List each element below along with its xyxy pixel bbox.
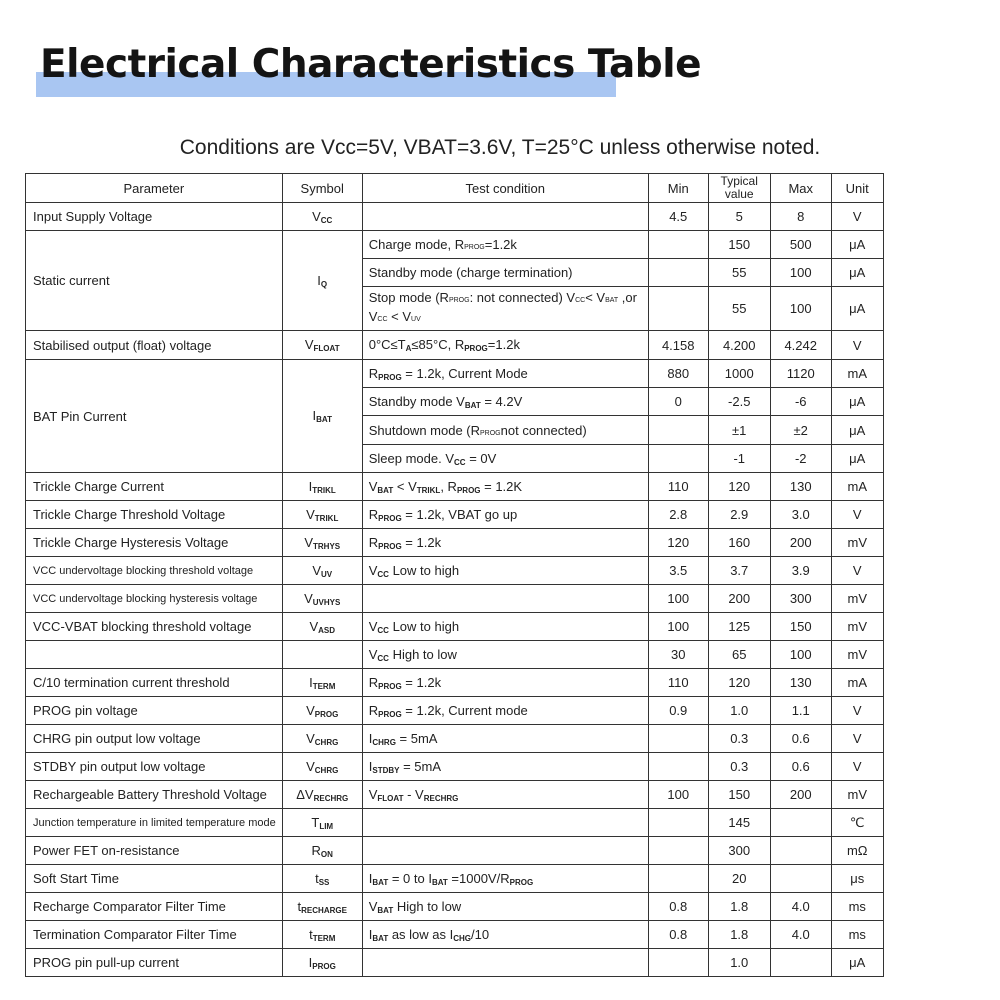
typ-cell: 1.0	[708, 949, 770, 977]
symbol-cell: $I_{TERM}$	[282, 669, 362, 697]
min-cell: 880	[648, 360, 708, 388]
unit-cell: μA	[831, 445, 883, 473]
unit-cell: mV	[831, 529, 883, 557]
table-row	[26, 529, 884, 557]
param-cell: Recharge Comparator Filter Time	[26, 893, 283, 921]
param-cell: Power FET on-resistance	[26, 837, 283, 865]
max-cell: 100	[770, 641, 831, 669]
unit-cell: ms	[831, 921, 883, 949]
min-cell: 0.8	[648, 921, 708, 949]
symbol-cell: $V_{ASD}$	[282, 613, 362, 641]
condition-cell: Charge mode, RPROG=1.2k	[362, 231, 648, 259]
condition-cell	[362, 837, 648, 865]
table-row	[26, 203, 884, 231]
min-cell	[648, 949, 708, 977]
electrical-characteristics-table	[25, 173, 884, 977]
unit-cell: mV	[831, 641, 883, 669]
table-row	[26, 893, 884, 921]
max-cell: -6	[770, 388, 831, 416]
min-cell	[648, 809, 708, 837]
param-cell: VCC-VBAT blocking threshold voltage	[26, 613, 283, 641]
min-cell: 2.8	[648, 501, 708, 529]
typ-cell: 1.8	[708, 893, 770, 921]
table-row	[26, 697, 884, 725]
min-cell: 0.8	[648, 893, 708, 921]
max-cell: ±2	[770, 416, 831, 445]
max-cell: 130	[770, 669, 831, 697]
unit-cell: mV	[831, 613, 883, 641]
table-row	[26, 641, 884, 669]
unit-cell: V	[831, 697, 883, 725]
param-cell: Trickle Charge Current	[26, 473, 283, 501]
max-cell	[770, 837, 831, 865]
param-cell: VCC undervoltage blocking hysteresis voltage	[26, 585, 283, 613]
typ-cell: 20	[708, 865, 770, 893]
header-symbol: Symbol	[282, 174, 362, 203]
typ-cell: 120	[708, 669, 770, 697]
max-cell	[770, 865, 831, 893]
max-cell: 1.1	[770, 697, 831, 725]
condition-cell	[362, 585, 648, 613]
table-row	[26, 501, 884, 529]
typ-cell: 1000	[708, 360, 770, 388]
max-cell	[770, 809, 831, 837]
param-cell: Trickle Charge Threshold Voltage	[26, 501, 283, 529]
max-cell: 3.9	[770, 557, 831, 585]
symbol-cell: $V_{CHRG}$	[282, 725, 362, 753]
symbol-cell: $I_{TRIKL}$	[282, 473, 362, 501]
param-cell: Rechargeable Battery Threshold Voltage	[26, 781, 283, 809]
max-cell: -2	[770, 445, 831, 473]
condition-cell: Standby mode (charge termination)	[362, 259, 648, 287]
param-cell: STDBY pin output low voltage	[26, 753, 283, 781]
min-cell: 30	[648, 641, 708, 669]
header-unit: Unit	[831, 174, 883, 203]
unit-cell: mA	[831, 669, 883, 697]
table-row	[26, 231, 884, 259]
symbol-cell: $V_{PROG}$	[282, 697, 362, 725]
param-cell	[26, 641, 283, 669]
header-test-condition: Test condition	[362, 174, 648, 203]
max-cell: 300	[770, 585, 831, 613]
header-row	[26, 174, 884, 203]
condition-cell	[362, 809, 648, 837]
max-cell: 0.6	[770, 753, 831, 781]
condition-cell: $V_{BAT} < V_{TRIKL}$, $R_{PROG} = 1.2K$	[362, 473, 648, 501]
condition-cell: $V_{CC}$ Low to high	[362, 613, 648, 641]
condition-cell: Stop mode (RPROG: not connected) VCC< VBAT ,or VCC < VUV	[362, 287, 648, 331]
unit-cell: mΩ	[831, 837, 883, 865]
param-cell: BAT Pin Current	[26, 360, 283, 473]
unit-cell: V	[831, 501, 883, 529]
table-row	[26, 360, 884, 388]
max-cell: 8	[770, 203, 831, 231]
param-cell: VCC undervoltage blocking threshold voltage	[26, 557, 283, 585]
typ-cell: 1.0	[708, 697, 770, 725]
unit-cell: mV	[831, 781, 883, 809]
condition-cell: $V_{CC}$ Low to high	[362, 557, 648, 585]
symbol-cell: $t_{SS}$	[282, 865, 362, 893]
min-cell	[648, 287, 708, 331]
condition-cell: $V_{BAT}$ High to low	[362, 893, 648, 921]
symbol-cell: $V_{UVHYS}$	[282, 585, 362, 613]
unit-cell: μA	[831, 416, 883, 445]
typ-cell: 120	[708, 473, 770, 501]
min-cell: 4.158	[648, 331, 708, 360]
table-row	[26, 921, 884, 949]
table-row	[26, 669, 884, 697]
typ-cell: 200	[708, 585, 770, 613]
table-row	[26, 331, 884, 360]
symbol-cell: $t_{TERM}$	[282, 921, 362, 949]
unit-cell: ms	[831, 893, 883, 921]
min-cell	[648, 259, 708, 287]
table-row	[26, 557, 884, 585]
max-cell: 100	[770, 259, 831, 287]
condition-cell: $R_{PROG} = 1.2k$	[362, 669, 648, 697]
condition-cell: $V_{CC}$ High to low	[362, 641, 648, 669]
condition-cell: $R_{PROG} = 1.2k$	[362, 529, 648, 557]
min-cell: 110	[648, 669, 708, 697]
max-cell: 200	[770, 781, 831, 809]
unit-cell: V	[831, 203, 883, 231]
typ-cell: 55	[708, 259, 770, 287]
header-max: Max	[770, 174, 831, 203]
table-row	[26, 837, 884, 865]
unit-cell: μA	[831, 259, 883, 287]
symbol-cell: $V_{CC}$	[282, 203, 362, 231]
condition-cell: Shutdown mode (RPROGnot connected)	[362, 416, 648, 445]
typ-cell: 5	[708, 203, 770, 231]
min-cell: 110	[648, 473, 708, 501]
condition-cell	[362, 203, 648, 231]
condition-cell: $R_{PROG} = 1.2k$, Current mode	[362, 697, 648, 725]
param-cell: CHRG pin output low voltage	[26, 725, 283, 753]
unit-cell: μA	[831, 388, 883, 416]
condition-cell: Sleep mode. $V_{CC} = 0V$	[362, 445, 648, 473]
condition-cell: $I_{BAT}$ as low as $I_{CHG}/10$	[362, 921, 648, 949]
symbol-cell: $\Delta V_{RECHRG}$	[282, 781, 362, 809]
param-cell: PROG pin voltage	[26, 697, 283, 725]
typ-cell: 3.7	[708, 557, 770, 585]
typ-cell: 4.200	[708, 331, 770, 360]
typ-cell: 125	[708, 613, 770, 641]
unit-cell: μA	[831, 949, 883, 977]
table-row	[26, 725, 884, 753]
unit-cell: μs	[831, 865, 883, 893]
min-cell: 100	[648, 613, 708, 641]
table-row	[26, 473, 884, 501]
unit-cell: μA	[831, 287, 883, 331]
typ-cell: 55	[708, 287, 770, 331]
typ-cell: 160	[708, 529, 770, 557]
param-cell: Static current	[26, 231, 283, 331]
typ-cell: 65	[708, 641, 770, 669]
typ-cell: 300	[708, 837, 770, 865]
symbol-cell: $I_Q$	[282, 231, 362, 331]
param-cell: PROG pin pull-up current	[26, 949, 283, 977]
table-row	[26, 613, 884, 641]
symbol-cell	[282, 641, 362, 669]
min-cell: 100	[648, 781, 708, 809]
unit-cell: mA	[831, 473, 883, 501]
symbol-cell: $V_{CHRG}$	[282, 753, 362, 781]
condition-cell: $I_{STDBY} = 5mA$	[362, 753, 648, 781]
max-cell	[770, 949, 831, 977]
unit-cell: V	[831, 331, 883, 360]
condition-cell: $0^\circ C\le T_A\le 85^\circ C$, $R_{PROG}=1.2k$	[362, 331, 648, 360]
symbol-cell: $T_{LIM}$	[282, 809, 362, 837]
header-parameter: Parameter	[26, 174, 283, 203]
param-cell: Termination Comparator Filter Time	[26, 921, 283, 949]
condition-cell: $R_{PROG} = 1.2k$, VBAT go up	[362, 501, 648, 529]
min-cell: 4.5	[648, 203, 708, 231]
param-cell: C/10 termination current threshold	[26, 669, 283, 697]
symbol-cell: $V_{UV}$	[282, 557, 362, 585]
condition-cell: $I_{BAT} = 0$ to $I_{BAT} =1000V/R_{PROG}$	[362, 865, 648, 893]
min-cell	[648, 865, 708, 893]
param-cell: Input Supply Voltage	[26, 203, 283, 231]
min-cell	[648, 753, 708, 781]
min-cell	[648, 725, 708, 753]
min-cell	[648, 416, 708, 445]
symbol-cell: $t_{RECHARGE}$	[282, 893, 362, 921]
symbol-cell: $I_{BAT}$	[282, 360, 362, 473]
param-cell: Trickle Charge Hysteresis Voltage	[26, 529, 283, 557]
max-cell: 0.6	[770, 725, 831, 753]
unit-cell: mV	[831, 585, 883, 613]
condition-cell: Standby mode $V_{BAT} = 4.2V$	[362, 388, 648, 416]
min-cell	[648, 231, 708, 259]
max-cell: 4.242	[770, 331, 831, 360]
typ-cell: 0.3	[708, 725, 770, 753]
symbol-cell: $V_{FLOAT}$	[282, 331, 362, 360]
unit-cell: μA	[831, 231, 883, 259]
min-cell	[648, 445, 708, 473]
typ-cell: 2.9	[708, 501, 770, 529]
min-cell: 120	[648, 529, 708, 557]
typ-cell: 150	[708, 231, 770, 259]
typ-cell: 1.8	[708, 921, 770, 949]
conditions-note: Conditions are Vcc=5V, VBAT=3.6V, T=25°C unless otherwise noted.	[179, 136, 821, 159]
condition-cell: $V_{FLOAT} - V_{RECHRG}$	[362, 781, 648, 809]
unit-cell: V	[831, 725, 883, 753]
max-cell: 130	[770, 473, 831, 501]
condition-cell: $R_{PROG} = 1.2k$, Current Mode	[362, 360, 648, 388]
max-cell: 200	[770, 529, 831, 557]
min-cell: 0	[648, 388, 708, 416]
unit-cell: mA	[831, 360, 883, 388]
symbol-cell: $I_{PROG}$	[282, 949, 362, 977]
condition-cell: $I_{CHRG} = 5mA$	[362, 725, 648, 753]
symbol-cell: $R_{ON}$	[282, 837, 362, 865]
table-row	[26, 949, 884, 977]
max-cell: 150	[770, 613, 831, 641]
table-row	[26, 585, 884, 613]
param-cell: Junction temperature in limited temperature mode	[26, 809, 283, 837]
min-cell: 100	[648, 585, 708, 613]
symbol-cell: $V_{TRIKL}$	[282, 501, 362, 529]
max-cell: 4.0	[770, 893, 831, 921]
max-cell: 1120	[770, 360, 831, 388]
header-min: Min	[648, 174, 708, 203]
min-cell	[648, 837, 708, 865]
max-cell: 100	[770, 287, 831, 331]
table-row	[26, 753, 884, 781]
max-cell: 3.0	[770, 501, 831, 529]
min-cell: 3.5	[648, 557, 708, 585]
symbol-cell: $V_{TRHYS}$	[282, 529, 362, 557]
condition-cell	[362, 949, 648, 977]
typ-cell: 150	[708, 781, 770, 809]
typ-cell: 0.3	[708, 753, 770, 781]
param-cell: Soft Start Time	[26, 865, 283, 893]
table-row	[26, 781, 884, 809]
typ-cell: -1	[708, 445, 770, 473]
max-cell: 500	[770, 231, 831, 259]
param-cell: Stabilised output (float) voltage	[26, 331, 283, 360]
header-typical: Typical value	[708, 174, 770, 203]
page-title: Electrical Characteristics Table	[40, 42, 702, 87]
unit-cell: V	[831, 557, 883, 585]
min-cell: 0.9	[648, 697, 708, 725]
unit-cell: V	[831, 753, 883, 781]
typ-cell: -2.5	[708, 388, 770, 416]
table-row	[26, 865, 884, 893]
max-cell: 4.0	[770, 921, 831, 949]
unit-cell: ℃	[831, 809, 883, 837]
typ-cell: 145	[708, 809, 770, 837]
table-row	[26, 809, 884, 837]
typ-cell: ±1	[708, 416, 770, 445]
